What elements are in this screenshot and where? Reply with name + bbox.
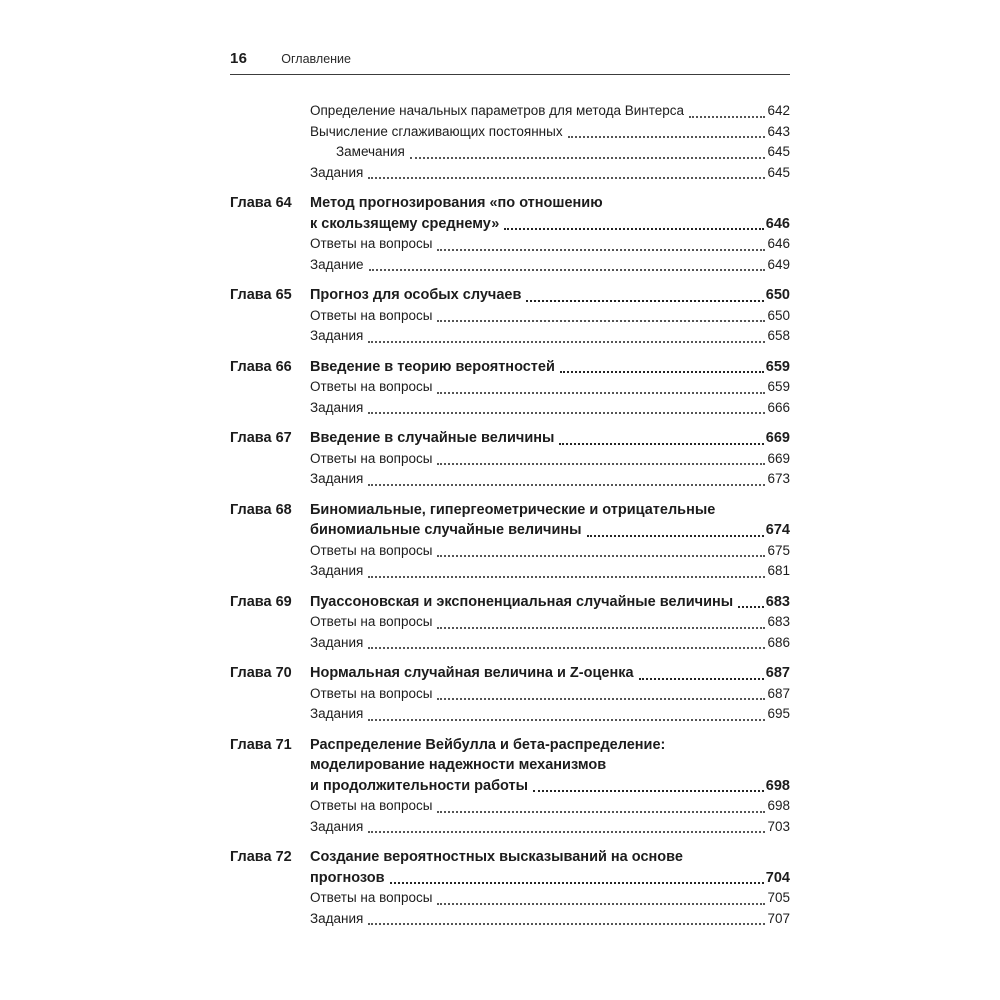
entry-title: Ответы на вопросы [310,236,433,251]
toc-entry [230,684,790,705]
dot-leader [533,790,764,792]
chapter-number-label: Глава 69 [230,593,292,610]
dot-leader [504,228,764,230]
entry-page-number: 643 [767,123,790,139]
entry-last-line [310,234,790,255]
entry-title-line: Создание вероятностных высказываний на основе [310,849,683,865]
toc-chapter-entry [230,847,790,888]
entry-last-line [310,469,790,490]
toc-chapter-entry [230,500,790,541]
indent-spacer [230,909,310,930]
toc-chapter-entry [230,285,790,306]
entry-page-number: 666 [767,399,790,415]
toc-entry [230,704,790,725]
entry-title: Ответы на вопросы [310,890,433,905]
dot-leader [689,116,765,118]
indent-spacer [230,255,310,276]
dot-leader [437,698,765,700]
dot-leader [368,719,765,721]
entry-title: Ответы на вопросы [310,450,433,466]
entry-last-line [310,377,790,398]
entry-title: Задания [310,328,364,343]
toc-entry [230,306,790,327]
entry-last-line [310,909,790,930]
entry-page-number: 659 [767,379,790,394]
indent-spacer [230,163,310,184]
toc-entry [230,234,790,255]
dot-leader [437,463,765,465]
entry-body [310,285,790,306]
entry-last-line [310,684,790,705]
entry-last-line [310,796,790,817]
entry-last-line [310,214,790,235]
entry-body [310,663,790,684]
entry-body [310,377,790,398]
entry-title: Ответы на вопросы [310,685,433,701]
entry-page-number: 669 [767,450,790,466]
entry-page-number: 683 [765,593,790,610]
entry-body [310,796,790,817]
entry-title: и продолжительности работы [310,777,529,794]
chapter-number-label: Глава 71 [230,736,292,753]
toc-entry [230,163,790,184]
entry-body [310,612,790,633]
entry-last-line [310,541,790,562]
entry-title-line: Биномиальные, гипергеометрические и отрицательные [310,501,716,518]
dot-leader [368,647,765,649]
toc-chapter-entry [230,193,790,234]
entry-page-number: 674 [765,522,790,538]
entry-page-number: 645 [767,164,790,180]
toc-entry [230,541,790,562]
entry-title-line: Метод прогнозирования «по отношению [310,195,603,211]
entry-body [310,398,790,419]
toc-entry [230,101,790,122]
page-header [230,50,790,75]
entry-title: Ответы на вопросы [310,614,433,629]
entry-body [310,633,790,654]
indent-spacer [230,377,310,398]
entry-last-line [310,122,790,143]
indent-spacer [230,398,310,419]
entry-body [310,142,790,163]
entry-body [310,888,790,909]
toc-entry [230,326,790,347]
dot-leader [559,443,763,445]
entry-title: прогнозов [310,869,385,886]
page-number: 16 [230,50,248,67]
indent-spacer [230,326,310,347]
dot-leader [437,627,765,629]
entry-title: Введение в случайные величины [310,430,555,446]
toc-entry [230,888,790,909]
entry-last-line [310,633,790,654]
entry-page-number: 645 [767,144,790,159]
entry-page-number: 659 [765,358,790,375]
entry-title: Задания [310,471,364,486]
entry-body [310,735,790,797]
entry-page-number: 703 [767,818,790,834]
toc-entry [230,909,790,930]
entry-title: Нормальная случайная величина и Z-оценка [310,665,634,681]
indent-spacer [230,101,310,122]
chapter-number-label: Глава 64 [230,195,292,211]
dot-leader [437,555,765,557]
dot-leader [639,678,764,680]
entry-body [310,101,790,122]
entry-page-number: 698 [765,777,790,794]
entry-page-number: 707 [767,910,790,926]
dot-leader [738,606,764,608]
indent-spacer [230,684,310,705]
toc-entry [230,255,790,276]
indent-spacer [230,234,310,255]
dot-leader [368,831,765,833]
dot-leader [560,371,764,373]
dot-leader [587,535,764,537]
entry-title: Определение начальных параметров для метода Винтерса [310,103,685,118]
entry-body [310,592,790,613]
chapter-number-label: Глава 68 [230,501,292,518]
entry-title: Введение в теорию вероятностей [310,358,555,375]
entry-body [310,326,790,347]
entry-body [310,449,790,470]
page-content [230,50,790,929]
entry-title: Задания [310,399,364,415]
entry-title: Ответы на вопросы [310,307,433,323]
toc-entry [230,469,790,490]
entry-page-number: 646 [765,215,790,232]
dot-leader [437,320,765,322]
dot-leader [368,484,765,486]
entry-page-number: 658 [767,328,790,343]
chapter-number-label: Глава 67 [230,430,292,446]
entry-page-number: 698 [767,798,790,813]
entry-body [310,469,790,490]
entry-page-number: 705 [767,890,790,905]
indent-spacer [230,142,310,163]
toc-list [230,101,790,929]
entry-page-number: 650 [767,307,790,323]
toc-entry [230,377,790,398]
dot-leader [368,341,765,343]
entry-page-number: 704 [765,869,790,886]
entry-body [310,193,790,234]
entry-page-number: 673 [767,471,790,486]
indent-spacer [230,704,310,725]
entry-page-number: 650 [765,287,790,303]
indent-spacer [230,449,310,470]
toc-entry [230,398,790,419]
entry-body [310,234,790,255]
dot-leader [369,269,766,271]
dot-leader [368,576,765,578]
entry-body [310,255,790,276]
entry-last-line [310,776,790,797]
entry-last-line [310,428,790,449]
chapter-number-label: Глава 65 [230,287,292,303]
toc-entry [230,122,790,143]
entry-last-line [310,306,790,327]
entry-title: Пуассоновская и экспоненциальная случайные величины [310,593,734,610]
indent-spacer [230,633,310,654]
entry-page-number: 695 [767,706,790,721]
entry-page-number: 687 [765,665,790,681]
entry-body [310,428,790,449]
entry-body [310,357,790,378]
toc-entry [230,612,790,633]
chapter-number-label: Глава 70 [230,665,292,681]
entry-last-line [310,868,790,889]
entry-page-number: 649 [767,256,790,272]
entry-last-line [310,663,790,684]
entry-page-number: 675 [767,542,790,558]
entry-last-line [310,357,790,378]
indent-spacer [230,469,310,490]
entry-last-line [310,561,790,582]
entry-title-line: Распределение Вейбулла и бета-распределение: [310,736,666,753]
entry-title: Замечания [336,144,405,159]
indent-spacer [230,122,310,143]
dot-leader [437,811,765,813]
entry-body [310,847,790,888]
indent-spacer [230,888,310,909]
entry-title: Задание [310,256,364,272]
dot-leader [437,249,765,251]
dot-leader [410,157,766,159]
entry-page-number: 686 [767,634,790,650]
dot-leader [526,300,763,302]
entry-body [310,306,790,327]
entry-title: к скользящему среднему» [310,215,500,232]
entry-last-line [310,255,790,276]
entry-title: Задания [310,634,364,650]
entry-last-line [310,326,790,347]
entry-last-line [310,101,790,122]
entry-body [310,704,790,725]
entry-title: Задания [310,910,364,926]
entry-title-line: моделирование надежности механизмов [310,757,607,773]
entry-title: Ответы на вопросы [310,542,433,558]
entry-last-line [336,142,790,163]
entry-title: Ответы на вопросы [310,798,433,813]
entry-body [310,122,790,143]
toc-entry [230,142,790,163]
toc-entry [230,449,790,470]
entry-last-line [310,520,790,541]
entry-last-line [310,612,790,633]
entry-body [310,163,790,184]
entry-page-number: 687 [767,685,790,701]
toc-entry [230,796,790,817]
indent-spacer [230,796,310,817]
entry-last-line [310,888,790,909]
entry-last-line [310,285,790,306]
toc-entry [230,633,790,654]
entry-last-line [310,449,790,470]
entry-title: Задания [310,563,364,578]
entry-title: Задания [310,706,364,721]
entry-body [310,500,790,541]
dot-leader [390,882,764,884]
entry-page-number: 642 [767,103,790,118]
entry-title: Прогноз для особых случаев [310,287,522,303]
entry-title: биномиальные случайные величины [310,522,582,538]
toc-chapter-entry [230,428,790,449]
dot-leader [437,903,765,905]
dot-leader [368,412,765,414]
toc-chapter-entry [230,735,790,797]
indent-spacer [230,612,310,633]
entry-last-line [310,163,790,184]
entry-title: Вычисление сглаживающих постоянных [310,123,563,139]
indent-spacer [230,306,310,327]
header-title: Оглавление [281,52,351,66]
entry-last-line [310,704,790,725]
entry-page-number: 646 [767,236,790,251]
indent-spacer [230,561,310,582]
toc-entry [230,561,790,582]
toc-chapter-entry [230,592,790,613]
toc-chapter-entry [230,663,790,684]
indent-spacer [230,541,310,562]
toc-chapter-entry [230,357,790,378]
entry-title: Задания [310,818,364,834]
entry-title: Задания [310,164,364,180]
entry-body [310,541,790,562]
entry-page-number: 669 [765,430,790,446]
entry-last-line [310,817,790,838]
entry-body [310,817,790,838]
indent-spacer [230,817,310,838]
entry-last-line [310,592,790,613]
entry-page-number: 681 [767,563,790,578]
entry-title: Ответы на вопросы [310,379,433,394]
entry-page-number: 683 [767,614,790,629]
dot-leader [368,177,765,179]
chapter-number-label: Глава 72 [230,849,292,865]
chapter-number-label: Глава 66 [230,358,292,375]
dot-leader [568,136,766,138]
dot-leader [437,392,765,394]
toc-entry [230,817,790,838]
entry-last-line [310,398,790,419]
entry-body [310,909,790,930]
entry-body [310,561,790,582]
dot-leader [368,923,765,925]
entry-body [310,684,790,705]
